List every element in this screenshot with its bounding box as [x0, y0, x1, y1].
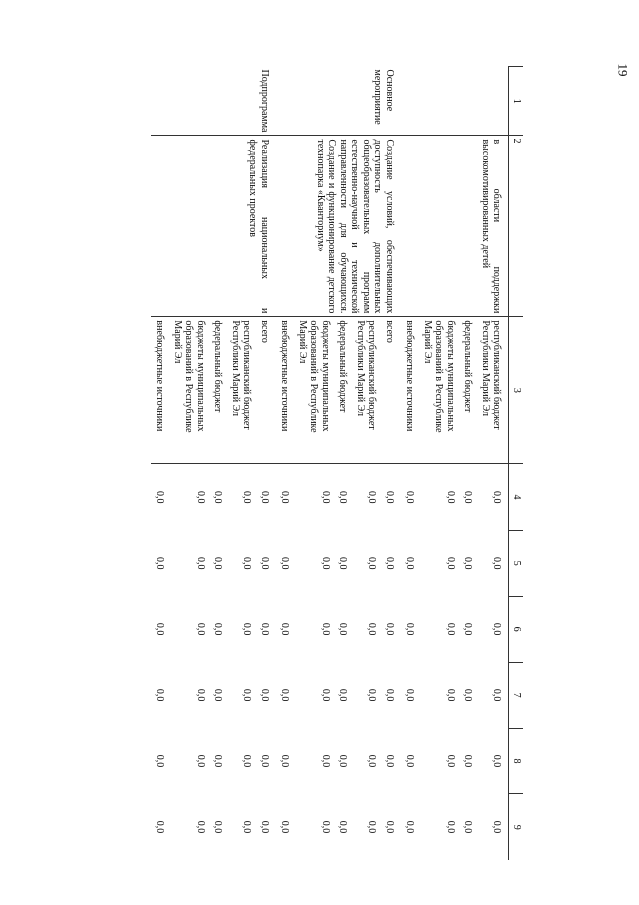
value-cell: 0,0	[154, 754, 166, 768]
value-cell: 0,0	[337, 622, 349, 636]
value-cell: 0,0	[366, 622, 378, 636]
table-row	[477, 67, 510, 861]
value-cell: 0,0	[366, 491, 378, 504]
value-cell: 0,0	[279, 491, 291, 504]
row-category	[401, 67, 509, 136]
value-cell: 0,0	[212, 556, 224, 570]
value-cell: 0,0	[212, 688, 224, 702]
value-cell: 0,0	[491, 820, 503, 834]
funding-source: внебюджетные источники	[401, 317, 419, 464]
funding-source: республиканский бюджет Республики Марий Эл	[477, 317, 510, 464]
value-cell: 0,0	[445, 491, 456, 504]
value-cell: 0,0	[445, 688, 456, 702]
value-cell: 0,0	[491, 754, 503, 768]
value-cell: 0,0	[259, 491, 270, 504]
value-cell: 0,0	[384, 688, 395, 702]
value-cell: 0,0	[279, 688, 291, 702]
value-cell: 0,0	[462, 688, 474, 702]
value-cell: 0,0	[462, 622, 474, 636]
value-cell: 0,0	[404, 491, 416, 504]
value-cell: 0,0	[337, 754, 349, 768]
value-cell: 0,0	[366, 688, 378, 702]
table-row	[381, 67, 402, 861]
row-category: Основное мероприятие	[276, 67, 401, 136]
value-cell: 0,0	[259, 820, 270, 834]
header-col-7: 7	[509, 662, 523, 728]
value-cell: 0,0	[491, 491, 503, 504]
table-container	[151, 66, 523, 860]
value-cell: 0,0	[154, 491, 166, 504]
value-cell: 0,0	[195, 556, 206, 570]
value-cell: 0,0	[212, 491, 224, 504]
value-cell: 0,0	[384, 820, 395, 834]
value-cell: 0,0	[404, 622, 416, 636]
value-cell: 0,0	[445, 556, 456, 570]
value-cell: 0,0	[462, 754, 474, 768]
value-cell: 0,0	[154, 556, 166, 570]
value-cell: 0,0	[241, 622, 253, 636]
value-cell: 0,0	[241, 820, 253, 834]
funding-table	[151, 66, 523, 860]
value-cell: 0,0	[195, 622, 206, 636]
value-cell: 0,0	[404, 688, 416, 702]
value-cell: 0,0	[320, 491, 331, 504]
value-cell: 0,0	[491, 556, 503, 570]
value-cell: 0,0	[195, 820, 206, 834]
value-cell: 0,0	[212, 622, 224, 636]
value-cell: 0,0	[212, 754, 224, 768]
header-col-5: 5	[509, 530, 523, 596]
value-cell: 0,0	[154, 688, 166, 702]
header-col-9: 9	[509, 794, 523, 860]
value-cell: 0,0	[462, 491, 474, 504]
header-col-4: 4	[509, 464, 523, 530]
value-cell: 0,0	[241, 491, 253, 504]
value-cell: 0,0	[279, 754, 291, 768]
value-cell: 0,0	[462, 820, 474, 834]
header-col-2: 2	[509, 136, 523, 317]
row-description: Реализация национальных и федеральных проектов	[151, 136, 276, 317]
value-cell: 0,0	[366, 754, 378, 768]
funding-source: бюджеты муниципальных образований в Республике Марий Эл	[294, 317, 335, 464]
row-description: в области поддержки высокомотивированных детей	[401, 136, 509, 317]
value-cell: 0,0	[404, 556, 416, 570]
value-cell: 0,0	[384, 491, 395, 504]
row-description: Создание условий, обеспечивающих доступность дополнительных общеобразовательных программ естественно-научной и технической направленности для обучающихся. Создание и функционирование детского технопарка «Кванториум»	[276, 136, 401, 317]
value-cell: 0,0	[337, 556, 349, 570]
value-cell: 0,0	[279, 556, 291, 570]
header-col-3: 3	[509, 317, 523, 464]
funding-source: внебюджетные источники	[151, 317, 169, 464]
value-cell: 0,0	[259, 556, 270, 570]
value-cell: 0,0	[241, 754, 253, 768]
value-cell: 0,0	[337, 491, 349, 504]
funding-source: федеральный бюджет	[209, 317, 227, 464]
value-cell: 0,0	[195, 754, 206, 768]
value-cell: 0,0	[491, 622, 503, 636]
header-col-1: 1	[509, 67, 523, 136]
value-cell: 0,0	[384, 556, 395, 570]
value-cell: 0,0	[320, 688, 331, 702]
value-cell: 0,0	[366, 556, 378, 570]
header-col-6: 6	[509, 596, 523, 662]
funding-source: внебюджетные источники	[276, 317, 294, 464]
value-cell: 0,0	[279, 622, 291, 636]
funding-source: бюджеты муниципальных образований в Республике Марий Эл	[419, 317, 460, 464]
value-cell: 0,0	[195, 688, 206, 702]
header-row	[509, 67, 523, 861]
value-cell: 0,0	[384, 622, 395, 636]
page-number: 19	[615, 63, 631, 77]
value-cell: 0,0	[259, 688, 270, 702]
value-cell: 0,0	[320, 556, 331, 570]
value-cell: 0,0	[259, 754, 270, 768]
value-cell: 0,0	[366, 820, 378, 834]
funding-source: федеральный бюджет	[334, 317, 352, 464]
funding-source: всего	[381, 317, 402, 464]
value-cell: 0,0	[384, 754, 395, 768]
header-col-8: 8	[509, 728, 523, 794]
table-row	[256, 67, 277, 861]
value-cell: 0,0	[320, 622, 331, 636]
value-cell: 0,0	[491, 688, 503, 702]
funding-source: бюджеты муниципальных образований в Республике Марий Эл	[169, 317, 210, 464]
funding-source: федеральный бюджет	[459, 317, 477, 464]
value-cell: 0,0	[279, 820, 291, 834]
table-header	[509, 67, 523, 861]
value-cell: 0,0	[445, 820, 456, 834]
value-cell: 0,0	[337, 820, 349, 834]
value-cell: 0,0	[337, 688, 349, 702]
value-cell: 0,0	[445, 754, 456, 768]
funding-source: республиканский бюджет Республики Марий Эл	[227, 317, 256, 464]
value-cell: 0,0	[212, 820, 224, 834]
value-cell: 0,0	[259, 622, 270, 636]
value-cell: 0,0	[195, 491, 206, 504]
table-body	[151, 67, 509, 861]
value-cell: 0,0	[404, 820, 416, 834]
funding-source: всего	[256, 317, 277, 464]
value-cell: 0,0	[154, 622, 166, 636]
value-cell: 0,0	[445, 622, 456, 636]
value-cell: 0,0	[241, 556, 253, 570]
value-cell: 0,0	[320, 820, 331, 834]
row-category: Подпрограмма	[151, 67, 276, 136]
value-cell: 0,0	[404, 754, 416, 768]
value-cell: 0,0	[154, 820, 166, 834]
value-cell: 0,0	[241, 688, 253, 702]
value-cell: 0,0	[320, 754, 331, 768]
funding-source: республиканский бюджет Республики Марий Эл	[352, 317, 381, 464]
value-cell: 0,0	[462, 556, 474, 570]
